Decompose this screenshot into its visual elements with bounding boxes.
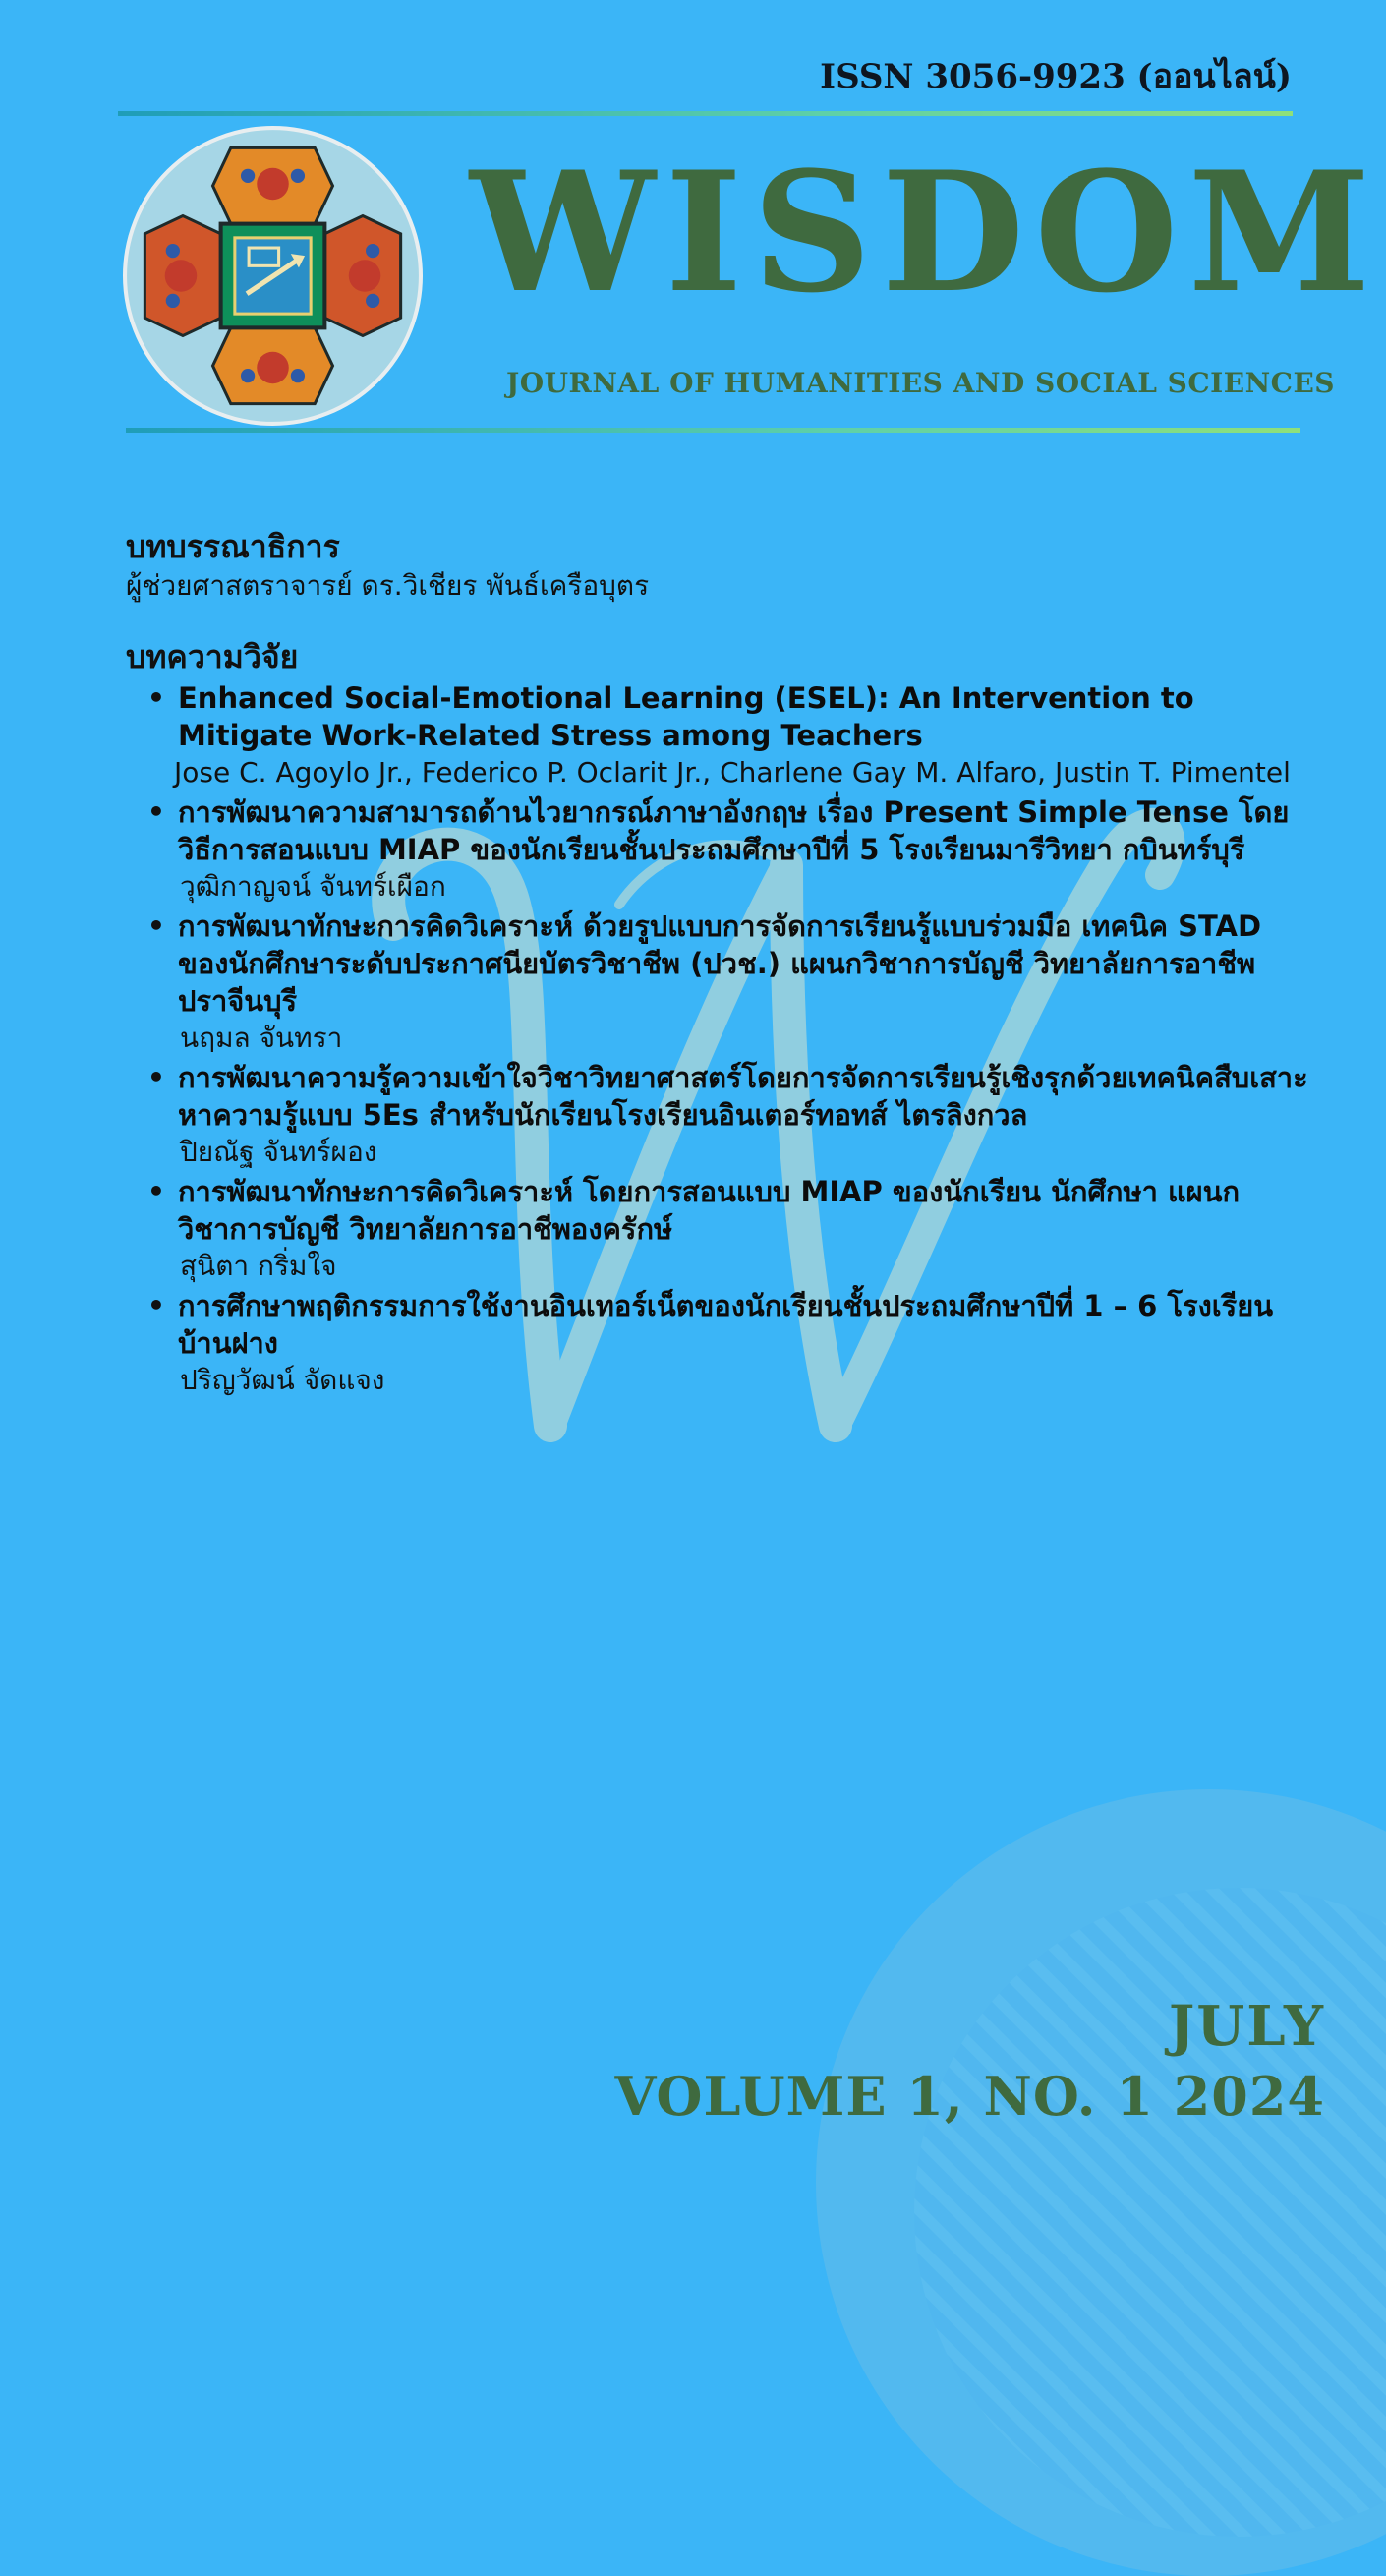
article-title[interactable]: การพัฒนาทักษะการคิดวิเคราะห์ โดยการสอนแบบ MIAP ของนักเรียน นักศึกษา แผนกวิชาการบัญชี วิทยาลัยการอาชีพองครักษ์ [178, 1175, 1241, 1246]
article-title[interactable]: การพัฒนาความรู้ความเข้าใจวิชาวิทยาศาสตร์โดยการจัดการเรียนรู้เชิงรุกด้วยเทคนิคสืบเสาะหาความรู้แบบ 5Es สำหรับนักเรียนโรงเรียนอินเตอร์ทอทส์ ไตรลิงกวล [178, 1061, 1308, 1132]
article-title[interactable]: การศึกษาพฤติกรรมการใช้งานอินเทอร์เน็ตของนักเรียนชั้นประถมศึกษาปีที่ 1 – 6 โรงเรียนบ้านฝาง [178, 1289, 1274, 1360]
ornamental-cross-emblem-icon [123, 126, 423, 426]
research-heading: บทความวิจัย [126, 638, 299, 675]
bullet-icon: • [147, 795, 165, 828]
article-authors: Jose C. Agoylo Jr., Federico P. Oclarit Jr., Charlene Gay M. Alfaro, Justin T. Pimentel [174, 756, 1291, 789]
list-item [126, 907, 1315, 1057]
table-of-contents [126, 526, 1315, 1399]
article-list [126, 679, 1315, 1399]
issue-volume: VOLUME 1, NO. 1 2024 [614, 2065, 1325, 2128]
issn-number: ISSN 3056-9923 (ออนไลน์) [820, 57, 1292, 96]
editorial-author: ผู้ช่วยศาสตราจารย์ ดร.วิเชียร พันธ์เครือบุตร [126, 569, 650, 602]
list-item [126, 1059, 1315, 1171]
article-title[interactable]: การพัฒนาทักษะการคิดวิเคราะห์ ด้วยรูปแบบการจัดการเรียนรู้แบบร่วมมือ เทคนิค STAD ของนักศึกษาระดับประกาศนียบัตรวิชาชีพ (ปวช.) แผนกวิชาการบัญชี วิทยาลัยการอาชีพปราจีนบุรี [178, 909, 1262, 1018]
list-item [126, 1173, 1315, 1285]
bullet-icon: • [147, 909, 165, 942]
journal-title: WISDOM [470, 135, 1381, 329]
article-authors: สุนิตา กริ่มใจ [180, 1250, 337, 1282]
list-item [126, 793, 1315, 906]
bullet-icon: • [147, 1061, 165, 1093]
list-item [126, 1287, 1315, 1399]
bullet-icon: • [147, 681, 165, 714]
decorative-circle [816, 1789, 1386, 2576]
article-authors: ปิยณัฐ จันทร์ผอง [180, 1136, 377, 1168]
list-item [126, 679, 1315, 791]
article-authors: นฤมล จันทรา [180, 1022, 343, 1054]
journal-subtitle: JOURNAL OF HUMANITIES AND SOCIAL SCIENCES [506, 367, 1336, 399]
header-rule-top [118, 111, 1293, 116]
editorial-heading: บทบรรณาธิการ [126, 528, 340, 565]
article-authors: ปริญวัฒน์ จัดแจง [180, 1364, 385, 1396]
issue-month: JULY [1168, 1994, 1325, 2059]
article-authors: วุฒิกาญจน์ จันทร์เผือก [180, 870, 446, 903]
bullet-icon: • [147, 1175, 165, 1207]
bullet-icon: • [147, 1289, 165, 1321]
article-title[interactable]: การพัฒนาความสามารถด้านไวยากรณ์ภาษาอังกฤษ เรื่อง Present Simple Tense โดยวิธีการสอนแบบ MIAP ของนักเรียนชั้นประถมศึกษาปีที่ 5 โรงเรียนมารีวิทยา กบินทร์บุรี [178, 795, 1290, 866]
article-title[interactable]: Enhanced Social-Emotional Learning (ESEL): An Intervention to Mitigate Work-Related Stress among Teachers [178, 681, 1194, 752]
header-rule-bottom [126, 428, 1300, 433]
